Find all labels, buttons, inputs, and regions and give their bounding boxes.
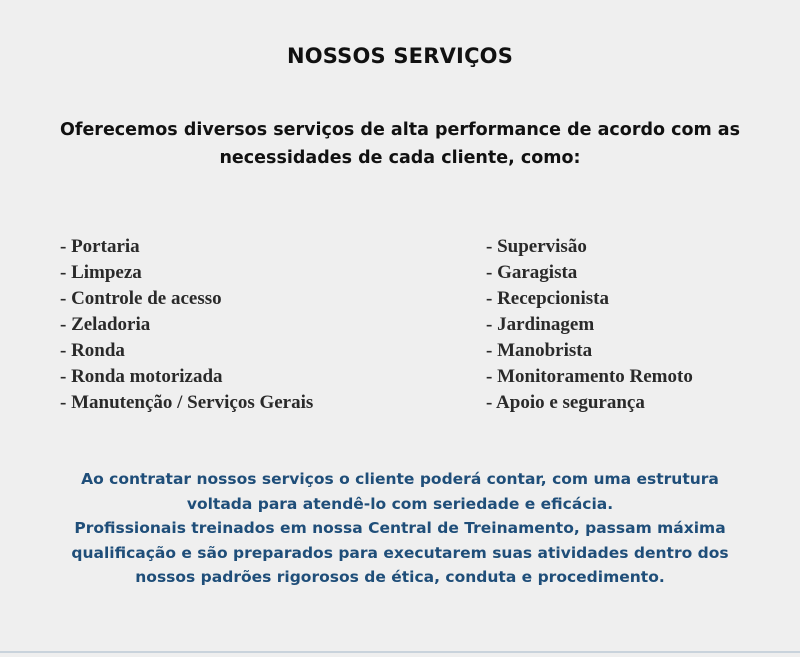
service-item: - Portaria — [60, 236, 140, 257]
service-item: - Garagista — [486, 262, 578, 283]
service-item: - Zeladoria — [60, 314, 151, 335]
service-item: - Ronda motorizada — [60, 366, 223, 387]
service-item: - Monitoramento Remoto — [486, 366, 693, 387]
service-item: - Supervisão — [486, 236, 587, 257]
intro-paragraph — [30, 116, 770, 172]
service-item: - Apoio e segurança — [486, 392, 645, 413]
closing-line-3: Profissionais treinados em nossa Central de Treinamento, passam máxima — [74, 519, 726, 537]
services-list-left — [60, 234, 313, 416]
closing-line-4: qualificação e são preparados para executarem suas atividades dentro dos — [71, 543, 729, 562]
service-item: - Manobrista — [486, 340, 593, 361]
closing-line-2: voltada para atendê-lo com seriedade e eficácia. — [186, 494, 614, 513]
service-item: - Recepcionista — [486, 288, 609, 309]
closing-line-5: nossos padrões rigorosos de ética, conduta e procedimento. — [135, 568, 665, 586]
bottom-divider — [0, 651, 800, 653]
services-list-right — [486, 234, 693, 416]
page-title: NOSSOS SERVIÇOS — [286, 44, 514, 68]
closing-paragraph — [40, 467, 760, 590]
intro-line-2: necessidades de cada cliente, como: — [219, 148, 581, 168]
service-item: - Controle de acesso — [60, 288, 222, 309]
service-item: - Ronda — [60, 340, 125, 361]
service-item: - Limpeza — [60, 262, 142, 283]
intro-line-1: Oferecemos diversos serviços de alta performance de acordo com as — [59, 120, 741, 140]
service-item: - Jardinagem — [486, 314, 595, 335]
service-item: - Manutenção / Serviços Gerais — [60, 392, 314, 413]
closing-line-1: Ao contratar nossos serviços o cliente poderá contar, com uma estrutura — [81, 470, 719, 488]
